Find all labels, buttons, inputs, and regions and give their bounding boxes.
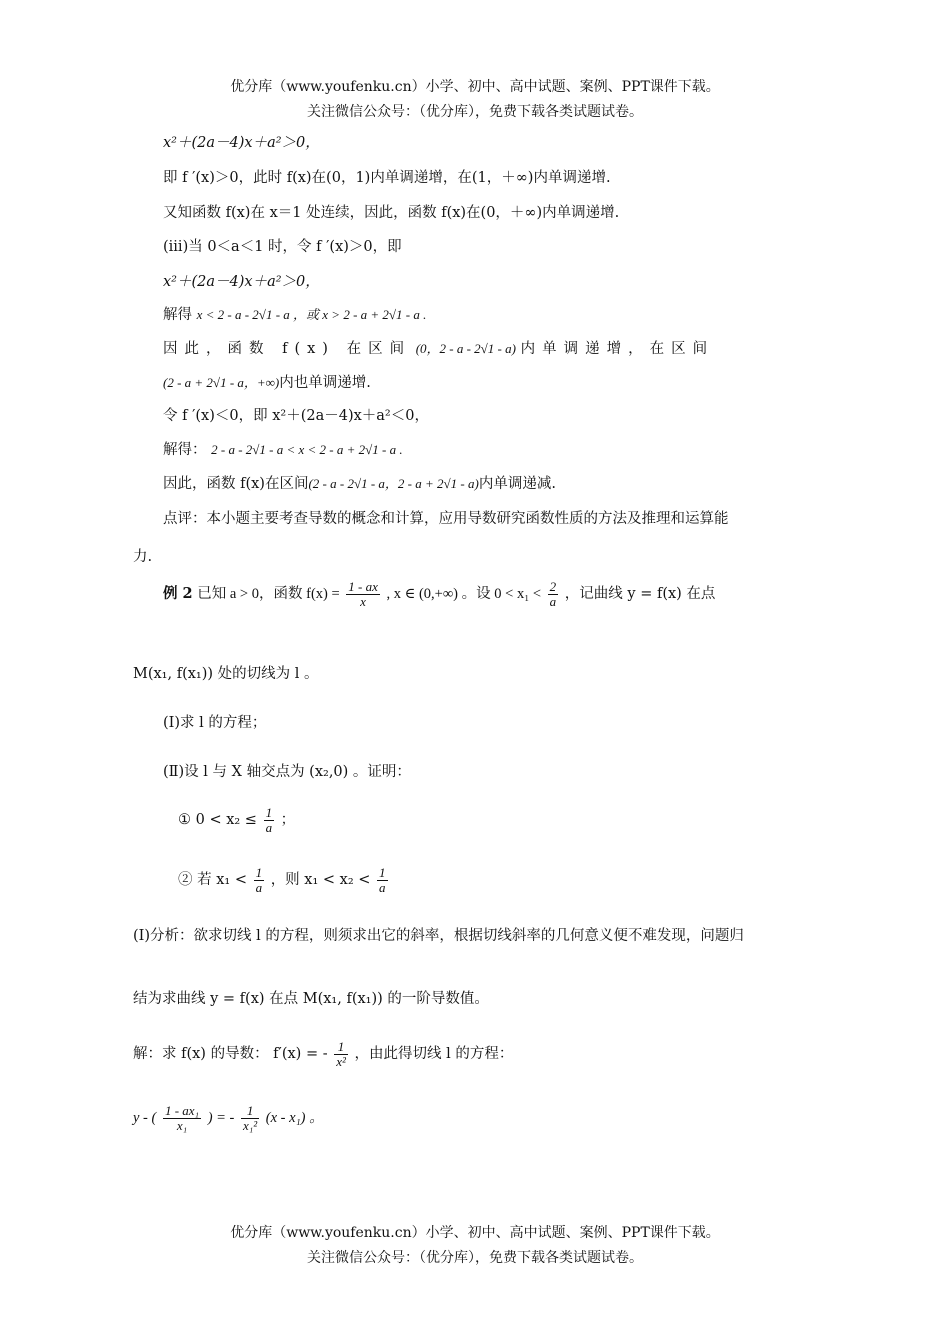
claim-2: ② 若 x₁ < $\frac{1}{a}$ ，则 x₁ < x₂ < $\frac{1}{a}$ xyxy=(178,865,386,895)
interval-line-1: 因此，函数 f(x) 在区间 (0，2 - a - 2√1 - a) 内单调递增，在区间 xyxy=(163,341,715,357)
solution-derivative: 解：求 f(x) 的导数： f′(x) = - $\frac{1}{\text{x²}}$ ，由此得切线 l 的方程： xyxy=(133,1039,514,1069)
solution-line-2: 解得： 2 - a - 2√1 - a < x < 2 - a + 2√1 - a . xyxy=(163,442,403,458)
example-2-statement: 例 2 已知 a > 0，函数 f(x) = $\frac{1 - ax}{x}$ , x ∈ (0,+∞) 。设 0 < x₁ < $\frac{2}{a}$ ，记曲线 y = f(x) 在点 xyxy=(163,579,716,609)
solution-line-1: 解得 x < 2 - a - 2√1 - a ，或 x > 2 - a + 2√1 - a . xyxy=(163,307,427,323)
inequality-line-1: x²＋(2a－4)x＋a²＞0， xyxy=(163,135,320,151)
analysis-line-2: 结为求曲线 y = f(x) 在点 M(x₁, f(x₁)) 的一阶导数值。 xyxy=(133,991,489,1007)
question-1: (I)求 l 的方程； xyxy=(163,715,267,731)
footer-line-2: 关注微信公众号：（优分库），免费下载各类试题试卷。 xyxy=(307,1250,643,1266)
derivative-negative-line: 令 f ′(x)＜0，即 x²＋(2a－4)x＋a²＜0， xyxy=(163,408,429,424)
continuity-line: 又知函数 f(x)在 x＝1 处连续，因此，函数 f(x)在(0，＋∞)内单调递增. xyxy=(163,205,620,221)
interval-line-2: (2 - a + 2√1 - a，+∞)内也单调递增. xyxy=(163,375,371,391)
comment-line-end: 力. xyxy=(133,549,153,565)
example-label: 例 2 xyxy=(163,585,193,603)
analysis-line-1: (I)分析：欲求切线 l 的方程，则须求出它的斜率，根据切线斜率的几何意义便不难发现，问题归 xyxy=(133,928,744,944)
question-2: (Ⅱ)设 l 与 X 轴交点为 (x₂,0) 。证明： xyxy=(163,764,411,780)
tangent-equation: y - ( $\frac{\text{1 - ax₁}}{\text{x₁}}$ ) = - $\frac{1}{\text{x₁²}}$ (x - x₁) 。 xyxy=(133,1103,324,1133)
case-iii-line: (iii)当 0＜a＜1 时，令 f ′(x)＞0，即 xyxy=(163,239,402,255)
example-2-tangent-line: M(x₁, f(x₁)) 处的切线为 l 。 xyxy=(133,666,319,682)
inequality-line-2: x²＋(2a－4)x＋a²＞0， xyxy=(163,274,320,290)
header-line-1: 优分库（www.youfenku.cn）小学、初中、高中试题、案例、PPT课件下载。 xyxy=(230,79,720,95)
footer-line-1: 优分库（www.youfenku.cn）小学、初中、高中试题、案例、PPT课件下载。 xyxy=(230,1225,720,1241)
monotonic-line: 即 f ′(x)＞0，此时 f(x)在(0，1)内单调递增，在(1，＋∞)内单调递增. xyxy=(163,170,611,186)
claim-1: ① 0 < x₂ ≤ $\frac{1}{a}$ ； xyxy=(178,805,296,835)
comment-line: 点评：本小题主要考查导数的概念和计算，应用导数研究函数性质的方法及推理和运算能 xyxy=(163,511,729,527)
header-line-2: 关注微信公众号：（优分库），免费下载各类试题试卷。 xyxy=(307,104,643,120)
decreasing-interval-line: 因此，函数 f(x)在区间(2 - a - 2√1 - a，2 - a + 2√1 - a)内单调递减. xyxy=(163,476,556,492)
